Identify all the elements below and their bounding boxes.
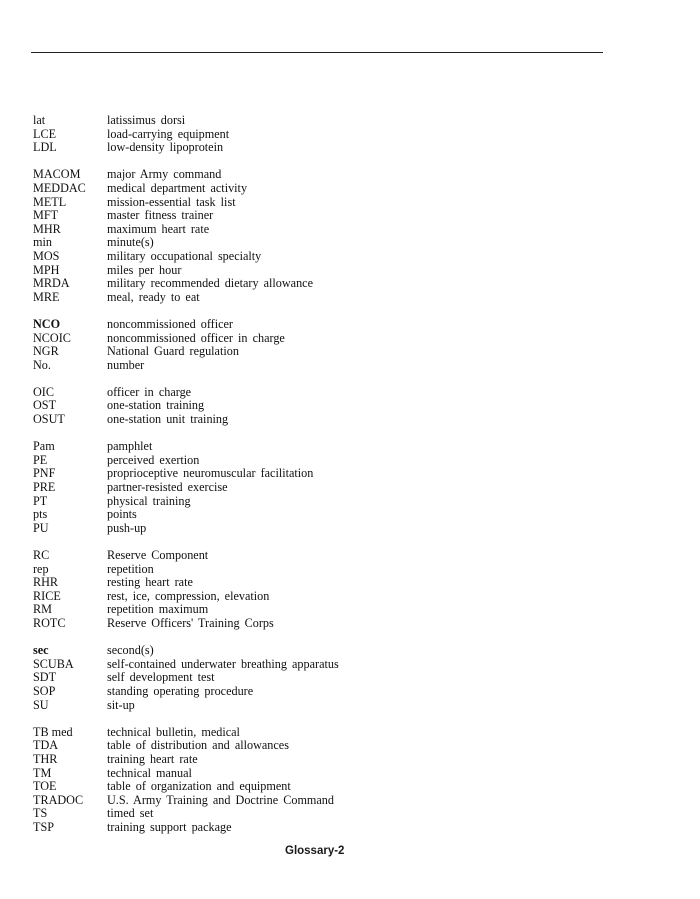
glossary-definition: meal, ready to eat (107, 289, 200, 304)
glossary-entry (33, 603, 593, 617)
glossary-definition: noncommissioned officer (107, 316, 233, 331)
glossary-definition: load-carrying equipment (107, 126, 230, 141)
glossary-definition: self-contained underwater breathing apparatus (107, 656, 339, 671)
glossary-entry (33, 767, 593, 781)
glossary-definition: one-station training (107, 398, 205, 413)
glossary-entry (33, 332, 593, 346)
glossary-definition: rest, ice, compression, elevation (107, 588, 270, 603)
glossary-definition: training support package (107, 819, 232, 834)
glossary-term: TS (33, 806, 48, 821)
glossary-entry (33, 467, 593, 481)
glossary-definition: repetition (107, 561, 154, 576)
glossary-entry (33, 359, 593, 373)
glossary-term: MOS (33, 248, 60, 263)
glossary-entry (33, 277, 593, 291)
group-spacer (33, 304, 593, 318)
glossary-entry (33, 495, 593, 509)
glossary-entry (33, 236, 593, 250)
glossary-entry (33, 794, 593, 808)
glossary-term: TSP (33, 819, 55, 834)
glossary-entry (33, 549, 593, 563)
glossary-entry (33, 753, 593, 767)
glossary-term: ROTC (33, 615, 66, 630)
glossary-definition: second(s) (107, 643, 154, 658)
glossary-definition: U.S. Army Training and Doctrine Command (107, 792, 334, 807)
glossary-definition: push-up (107, 520, 147, 535)
glossary-term: min (33, 235, 52, 250)
glossary-definition: partner-resisted exercise (107, 480, 228, 495)
glossary-term: TDA (33, 738, 59, 753)
glossary-entry (33, 141, 593, 155)
glossary-entry (33, 522, 593, 536)
glossary-definition: maximum heart rate (107, 221, 210, 236)
glossary-definition: low-density lipoprotein (107, 140, 224, 155)
glossary-term: RHR (33, 575, 59, 590)
glossary-definition: resting heart rate (107, 575, 193, 590)
glossary-term: lat (33, 113, 46, 127)
glossary-entry (33, 128, 593, 142)
glossary-term: PT (33, 493, 48, 508)
glossary-entry (33, 617, 593, 631)
glossary-entry (33, 291, 593, 305)
glossary-term: NCOIC (33, 330, 71, 345)
glossary-term: MEDDAC (33, 180, 86, 195)
glossary-definition: pamphlet (107, 439, 153, 454)
glossary-definition: one-station unit training (107, 412, 229, 427)
glossary-definition: points (107, 507, 137, 522)
glossary-entry (33, 182, 593, 196)
glossary-definition: training heart rate (107, 751, 198, 766)
glossary-term: RICE (33, 588, 61, 603)
glossary-definition: military recommended dietary allowance (107, 276, 313, 291)
glossary-term: SU (33, 697, 49, 712)
glossary-entry (33, 399, 593, 413)
glossary-definition: mission-essential task list (107, 194, 236, 209)
glossary-definition: perceived exertion (107, 452, 200, 467)
glossary-entry (33, 440, 593, 454)
glossary-term: TRADOC (33, 792, 84, 807)
glossary-term: RM (33, 602, 52, 617)
glossary-definition: sit-up (107, 697, 135, 712)
glossary-definition: standing operating procedure (107, 683, 254, 698)
glossary-entry (33, 508, 593, 522)
glossary-entry (33, 114, 593, 128)
glossary-term: MRDA (33, 276, 70, 291)
page-number: Glossary-2 (285, 845, 345, 857)
glossary-term: LDL (33, 140, 57, 155)
glossary-definition: Reserve Component (107, 548, 209, 562)
glossary-term: NGR (33, 344, 59, 359)
glossary-term: TB med (33, 724, 73, 739)
glossary-term: MRE (33, 289, 60, 304)
glossary-entry (33, 250, 593, 264)
glossary-definition: latissimus dorsi (107, 113, 186, 127)
glossary-entry (33, 168, 593, 182)
glossary-term: PE (33, 452, 48, 467)
glossary-entry (33, 726, 593, 740)
glossary-entry (33, 223, 593, 237)
glossary-term: OSUT (33, 412, 65, 427)
glossary-term: MACOM (33, 167, 81, 182)
glossary-term: METL (33, 194, 67, 209)
glossary-term: sec (33, 643, 49, 658)
glossary-term: pts (33, 507, 48, 522)
glossary-definition: National Guard regulation (107, 344, 239, 359)
glossary-definition: major Army command (107, 167, 222, 182)
glossary-entry (33, 563, 593, 577)
glossary-definition: master fitness trainer (107, 208, 214, 223)
glossary-entry (33, 644, 593, 658)
glossary-term: PU (33, 520, 49, 535)
glossary-entry (33, 821, 593, 835)
glossary-term: MFT (33, 208, 59, 223)
glossary-entry (33, 671, 593, 685)
glossary-entry (33, 590, 593, 604)
glossary-term: PRE (33, 480, 56, 495)
glossary-term: rep (33, 561, 49, 576)
glossary-definition: physical training (107, 493, 191, 508)
glossary-term: OIC (33, 384, 54, 399)
glossary-entry (33, 739, 593, 753)
glossary-definition: table of distribution and allowances (107, 738, 289, 753)
glossary-definition: technical bulletin, medical (107, 724, 240, 739)
glossary-term: MHR (33, 221, 61, 236)
glossary-term: No. (33, 357, 51, 372)
glossary-definition: technical manual (107, 765, 192, 780)
glossary-term: MPH (33, 262, 60, 277)
glossary-entry (33, 685, 593, 699)
glossary-term: NCO (33, 316, 61, 331)
glossary-definition: table of organization and equipment (107, 779, 291, 794)
glossary-entry (33, 807, 593, 821)
group-spacer (33, 535, 593, 549)
glossary-definition: self development test (107, 670, 215, 685)
glossary-term: PNF (33, 466, 56, 481)
glossary-entry (33, 196, 593, 210)
header-rule (31, 52, 603, 53)
group-spacer (33, 631, 593, 645)
glossary-entry (33, 386, 593, 400)
glossary-term: OST (33, 398, 57, 413)
glossary-entry (33, 413, 593, 427)
glossary-definition: minute(s) (107, 235, 154, 250)
group-spacer (33, 712, 593, 726)
glossary-term: RC (33, 548, 50, 562)
glossary-definition: military occupational specialty (107, 248, 262, 263)
glossary-definition: number (107, 357, 145, 372)
glossary-term: SDT (33, 670, 57, 685)
glossary-definition: proprioceptive neuromuscular facilitation (107, 466, 314, 481)
group-spacer (33, 427, 593, 441)
glossary-entry (33, 264, 593, 278)
glossary-entry (33, 318, 593, 332)
glossary-definition: officer in charge (107, 384, 192, 399)
glossary-entry (33, 576, 593, 590)
glossary-definition: timed set (107, 806, 154, 821)
glossary-term: LCE (33, 126, 57, 141)
glossary-entry (33, 699, 593, 713)
glossary-entry (33, 780, 593, 794)
glossary-definition: repetition maximum (107, 602, 209, 617)
group-spacer (33, 372, 593, 386)
glossary-term: Pam (33, 439, 55, 454)
glossary-definition: Reserve Officers' Training Corps (107, 615, 274, 630)
glossary-entry (33, 209, 593, 223)
glossary-term: THR (33, 751, 58, 766)
glossary-entry (33, 658, 593, 672)
glossary-list (33, 114, 593, 834)
glossary-entry (33, 481, 593, 495)
glossary-term: TM (33, 765, 52, 780)
glossary-definition: medical department activity (107, 180, 248, 195)
glossary-entry (33, 454, 593, 468)
glossary-definition: miles per hour (107, 262, 182, 277)
group-spacer (33, 155, 593, 169)
glossary-term: SCUBA (33, 656, 74, 671)
glossary-definition: noncommissioned officer in charge (107, 330, 285, 345)
glossary-term: SOP (33, 683, 56, 698)
glossary-term: TOE (33, 779, 57, 794)
glossary-entry (33, 345, 593, 359)
